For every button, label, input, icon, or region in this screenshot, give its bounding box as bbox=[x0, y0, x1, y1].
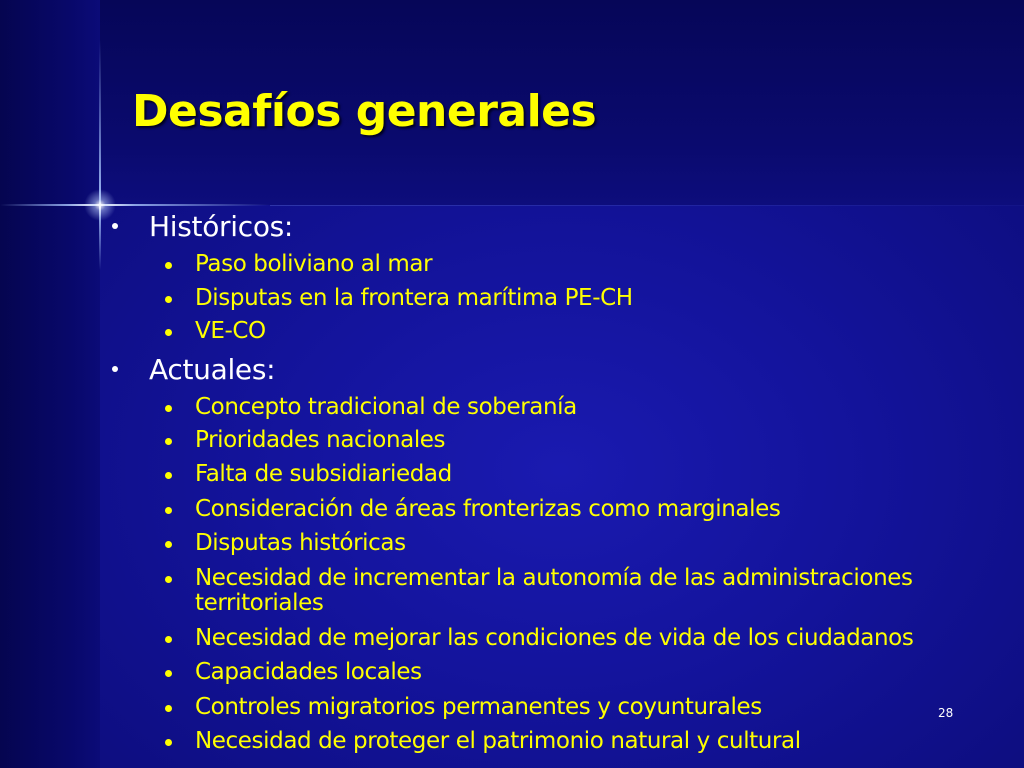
slide-title: Desafíos generales bbox=[132, 86, 597, 137]
list-item-text: VE-CO bbox=[195, 318, 266, 344]
list-item-text-continuation: territoriales bbox=[195, 590, 324, 616]
list-item-text: Consideración de áreas fronterizas como marginales bbox=[195, 496, 781, 522]
bullet-dot-icon bbox=[165, 262, 172, 269]
bullet-dot-icon bbox=[165, 739, 172, 746]
bullet-dot-icon bbox=[112, 366, 118, 372]
bullet-dot-icon bbox=[165, 329, 172, 336]
bullet-dot-icon bbox=[165, 438, 172, 445]
list-item-text: Necesidad de proteger el patrimonio natural y cultural bbox=[195, 728, 801, 754]
list-item-text: Disputas en la frontera marítima PE-CH bbox=[195, 285, 633, 311]
bullet-dot-icon bbox=[165, 705, 172, 712]
list-item-text: Concepto tradicional de soberanía bbox=[195, 394, 577, 420]
bullet-dot-icon bbox=[165, 541, 172, 548]
section-label: Históricos: bbox=[149, 210, 294, 243]
bullet-dot-icon bbox=[165, 636, 172, 643]
list-item-text: Necesidad de incrementar la autonomía de las administraciones bbox=[195, 565, 913, 591]
list-item-text: Paso boliviano al mar bbox=[195, 251, 433, 277]
page-number: 28 bbox=[938, 706, 954, 720]
bullet-dot-icon bbox=[165, 670, 172, 677]
list-item-text: Falta de subsidiariedad bbox=[195, 461, 452, 487]
list-item-text: Capacidades locales bbox=[195, 659, 422, 685]
bullet-dot-icon bbox=[112, 223, 118, 229]
list-item-text: Disputas históricas bbox=[195, 530, 406, 556]
list-item-text: Prioridades nacionales bbox=[195, 427, 446, 453]
bullet-dot-icon bbox=[165, 405, 172, 412]
bullet-dot-icon bbox=[165, 576, 172, 583]
list-item-text: Necesidad de mejorar las condiciones de vida de los ciudadanos bbox=[195, 625, 914, 651]
list-item-text: Controles migratorios permanentes y coyunturales bbox=[195, 694, 762, 720]
bullet-dot-icon bbox=[165, 472, 172, 479]
section-label: Actuales: bbox=[149, 353, 276, 386]
bullet-dot-icon bbox=[165, 507, 172, 514]
bullet-dot-icon bbox=[165, 296, 172, 303]
